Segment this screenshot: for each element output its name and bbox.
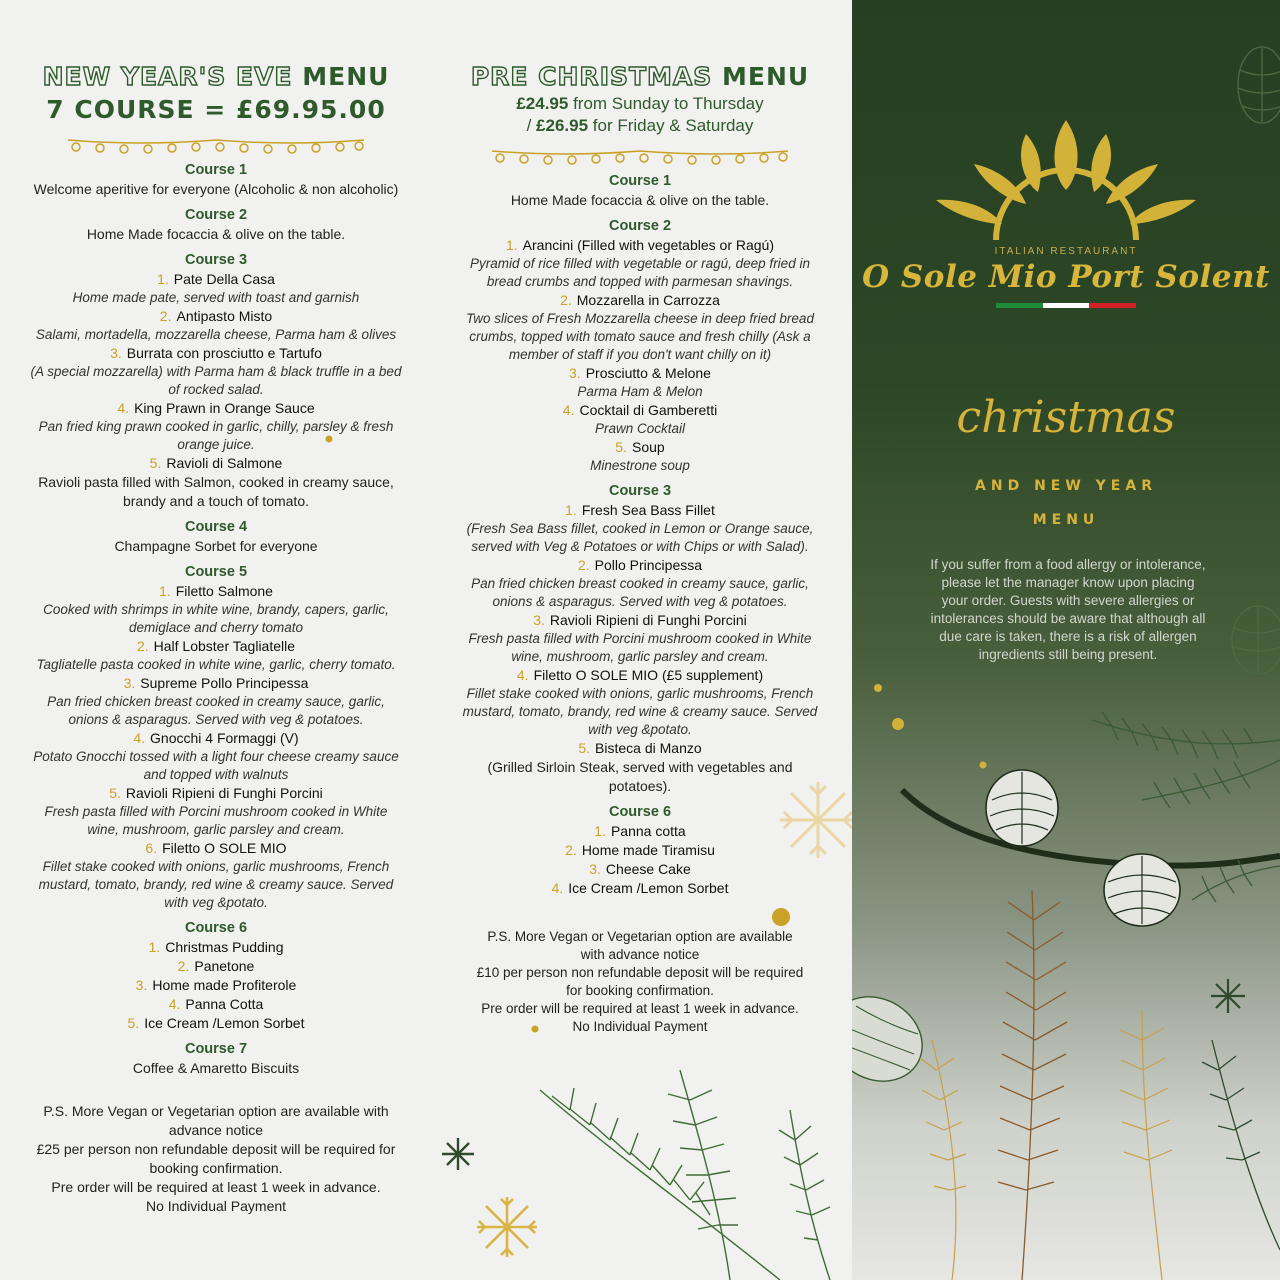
item-name: King Prawn in Orange Sauce [134, 400, 315, 416]
item-number: 2. [565, 842, 577, 858]
item-name: Home made Profiterole [152, 977, 297, 993]
item-name: Pate Della Casa [173, 271, 275, 287]
weekend-text: for Friday & Saturday [588, 116, 754, 135]
menu-item [462, 364, 818, 383]
branding-panel [852, 0, 1280, 1280]
new-year-subheading: AND NEW YEAR [975, 478, 1157, 494]
nye-course7-heading: Course 7 [184, 1041, 248, 1057]
item-description: Salami, mortadella, mozzarella cheese, Parma ham & olives [35, 327, 397, 342]
nye-course2-heading: Course 2 [184, 207, 248, 223]
item-description: Fresh pasta filled with Porcini mushroom cooked in White wine, mushroom, garlic parsley and cream. [44, 804, 388, 837]
item-name: Prosciutto & Melone [585, 365, 711, 381]
menu-subheading: MENU [1032, 512, 1100, 528]
item-name: Bisteca di Manzo [595, 740, 702, 756]
nye-title-part3: MENU [302, 62, 390, 91]
item-name: Mozzarella in Carrozza [576, 292, 720, 308]
item-description: Ravioli pasta filled with Salmon, cooked in creamy sauce, brandy and a touch of tomato. [38, 474, 394, 509]
gold-dot-icon [872, 682, 884, 694]
item-description: Home made pate, served with toast and garnish [72, 290, 360, 305]
item-description: Fillet stake cooked with onions, garlic mushrooms, French mustard, tomato, brandy, red wine & creamy sauce. Served with veg &potato. [38, 859, 394, 910]
menu-item [30, 582, 402, 601]
menu-item [30, 454, 402, 473]
item-number: 3. [110, 345, 122, 361]
price-line-weekday [462, 93, 818, 115]
menu-item [30, 344, 402, 363]
item-number: 1. [505, 237, 518, 253]
new-years-eve-menu [30, 60, 402, 1216]
item-name: Soup [631, 439, 665, 455]
menu-item [462, 501, 818, 520]
item-number: 5. [578, 740, 591, 756]
pre-christmas-title [462, 60, 818, 93]
note-line: No Individual Payment [145, 1198, 287, 1214]
item-number: 3. [533, 612, 545, 628]
menu-item [30, 957, 402, 976]
item-name: Arancini (Filled with vegetables or Ragú) [522, 237, 775, 253]
pc-course1-heading: Course 1 [608, 173, 672, 189]
gold-dot-icon [890, 716, 906, 732]
item-number: 2. [177, 958, 190, 974]
item-name: Supreme Pollo Principessa [140, 675, 309, 691]
nye-course4-heading: Course 4 [184, 519, 248, 535]
item-name: Antipasto Misto [176, 308, 273, 324]
item-name: Cocktail di Gamberetti [579, 402, 718, 418]
restaurant-type: ITALIAN RESTAURANT [994, 246, 1138, 257]
note-line: P.S. More Vegan or Vegetarian option are available with advance notice [487, 929, 793, 962]
allergy-notice: If you suffer from a food allergy or intolerance, please let the manager know upon placing your order. Guests with severe allergies or intolerances should be aware that although all due care is taken, there is a risk of allergen ingredients still being present. [930, 557, 1206, 662]
item-name: Pollo Principessa [594, 557, 703, 573]
menu-item [30, 1014, 402, 1033]
item-description: Parma Ham & Melon [577, 384, 703, 399]
weekend-prefix: / [526, 116, 537, 135]
item-description: Pan fried chicken breast cooked in creamy sauce, garlic, onions & asparagus. Served with veg & potatoes. [471, 576, 809, 609]
item-name: Ravioli di Salmone [166, 455, 283, 471]
item-number: 5. [149, 455, 162, 471]
item-description: (Grilled Sirloin Steak, served with vegetables and potatoes). [487, 759, 793, 794]
item-description: Potato Gnocchi tossed with a light four cheese creamy sauce and topped with walnuts [33, 749, 399, 782]
menu-item [30, 976, 402, 995]
item-name: Panna cotta [610, 823, 686, 839]
menu-item [462, 401, 818, 420]
restaurant-name: O Sole Mio Port Solent [862, 259, 1270, 295]
item-name: Panetone [194, 958, 255, 974]
pre-christmas-title-part1: PRE CHRISTMAS [470, 62, 713, 91]
item-name: Ice Cream /Lemon Sorbet [568, 880, 729, 896]
item-number: 2. [560, 292, 572, 308]
item-description: Fresh pasta filled with Porcini mushroom cooked in White wine, mushroom, garlic parsley and cream. [468, 631, 812, 664]
price-line-weekend [462, 115, 818, 137]
nye-course3-heading: Course 3 [184, 252, 248, 268]
nye-price-title: 7 COURSE = £69.95.00 [46, 95, 386, 124]
item-description: Fillet stake cooked with onions, garlic mushrooms, French mustard, tomato, brandy, red wine & creamy sauce. Served with veg &potato. [462, 686, 818, 737]
item-description: Pan fried chicken breast cooked in creamy sauce, garlic, onions & asparagus. Served with veg & potatoes. [47, 694, 385, 727]
item-description: Pan fried king prawn cooked in garlic, chilly, parsley & fresh orange juice. [38, 419, 394, 452]
note-line: £25 per person non refundable deposit will be required for booking confirmation. [36, 1141, 396, 1176]
item-number: 6. [145, 840, 158, 856]
item-name: Filetto O SOLE MIO [162, 840, 287, 856]
menu-item [462, 438, 818, 457]
pc-course2-heading: Course 2 [608, 218, 672, 234]
nye-title-part2: EVE [236, 62, 293, 91]
item-description: Prawn Cocktail [594, 421, 686, 436]
item-number: 3. [589, 861, 601, 877]
item-name: Home made Tiramisu [581, 842, 715, 858]
menu-item [30, 995, 402, 1014]
item-number: 2. [577, 557, 590, 573]
snowflake-icon [1208, 976, 1248, 1016]
note-line: P.S. More Vegan or Vegetarian option are available with advance notice [43, 1103, 389, 1138]
weekday-price: £24.95 [516, 94, 569, 113]
menu-item [462, 860, 818, 879]
item-name: Filetto Salmone [175, 583, 273, 599]
menu-item [30, 307, 402, 326]
item-number: 4. [133, 730, 146, 746]
pre-christmas-menu [462, 60, 818, 1036]
item-number: 5. [127, 1015, 140, 1031]
menu-item [462, 841, 818, 860]
item-number: 1. [594, 823, 606, 839]
pc-course6-heading: Course 6 [608, 804, 672, 820]
item-name: Fresh Sea Bass Fillet [581, 502, 715, 518]
pre-christmas-title-part2: MENU [722, 62, 810, 91]
item-description: Pyramid of rice filled with vegetable or ragú, deep fried in bread crumbs and topped with parmesan shavings. [470, 256, 810, 289]
menu-item [462, 236, 818, 255]
nye-title [30, 60, 402, 93]
menu-item [462, 611, 818, 630]
menu-item [462, 556, 818, 575]
pc-notes [462, 928, 818, 1036]
menu-item [30, 399, 402, 418]
nye-course6-heading: Course 6 [184, 920, 248, 936]
note-line: Pre order will be required at least 1 week in advance. [51, 1179, 381, 1195]
menu-item [30, 270, 402, 289]
nye-course1-heading: Course 1 [184, 162, 248, 178]
item-number: 1. [148, 939, 161, 955]
pine-branch-icon [892, 690, 1280, 960]
item-number: 5. [615, 439, 627, 455]
item-number: 4. [516, 667, 529, 683]
nye-title-part1: NEW YEAR'S [42, 62, 227, 91]
note-line: No Individual Payment [572, 1019, 708, 1034]
pine-cone-icon [852, 984, 936, 1094]
nye-course4-text: Champagne Sorbet for everyone [114, 538, 318, 554]
weekday-text: from Sunday to Thursday [568, 94, 764, 113]
item-number: 3. [135, 977, 148, 993]
item-name: Gnocchi 4 Formaggi (V) [150, 730, 299, 746]
pine-cone-icon [1222, 600, 1280, 680]
menu-item [462, 666, 818, 685]
menu-item [462, 291, 818, 310]
weekend-price: £26.95 [536, 116, 589, 135]
nye-course2-text: Home Made focaccia & olive on the table. [86, 226, 346, 242]
item-name: Ice Cream /Lemon Sorbet [144, 1015, 305, 1031]
item-number: 4. [551, 880, 564, 896]
item-number: 1. [157, 271, 169, 287]
sun-logo-icon [926, 100, 1206, 250]
string-lights-icon [490, 147, 790, 165]
menu-item [30, 839, 402, 858]
item-number: 3. [569, 365, 581, 381]
item-name: Cheese Cake [605, 861, 691, 877]
item-name: Filetto O SOLE MIO (£5 supplement) [533, 667, 764, 683]
item-name: Panna Cotta [185, 996, 264, 1012]
item-name: Burrata con prosciutto e Tartufo [126, 345, 322, 361]
item-number: 1. [565, 502, 577, 518]
nye-course7-text: Coffee & Amaretto Biscuits [132, 1060, 300, 1076]
nye-course1-text: Welcome aperitive for everyone (Alcoholic & non alcoholic) [33, 181, 399, 197]
italian-flag-icon [996, 303, 1136, 308]
menu-item [462, 879, 818, 898]
nye-course5-heading: Course 5 [184, 564, 248, 580]
item-number: 3. [123, 675, 136, 691]
pc-course1-text: Home Made focaccia & olive on the table. [510, 192, 770, 208]
item-description: (A special mozzarella) with Parma ham & black truffle in a bed of rocked salad. [30, 364, 402, 397]
gold-dot-icon [978, 760, 988, 770]
item-description: (Fresh Sea Bass fillet, cooked in Lemon or Orange sauce, served with Veg & Potatoes or with Chips or with Salad). [466, 521, 814, 554]
item-number: 4. [562, 402, 575, 418]
item-number: 4. [168, 996, 181, 1012]
item-number: 4. [117, 400, 130, 416]
christmas-heading: christmas [956, 392, 1176, 443]
item-description: Cooked with shrimps in white wine, brandy, capers, garlic, demiglace and cherry tomato [43, 602, 389, 635]
menu-item [30, 637, 402, 656]
menu-item [30, 938, 402, 957]
item-name: Christmas Pudding [165, 939, 284, 955]
item-description: Minestrone soup [590, 458, 690, 473]
note-line: Pre order will be required at least 1 week in advance. [481, 1001, 799, 1016]
item-name: Ravioli Ripieni di Funghi Porcini [125, 785, 323, 801]
item-number: 2. [159, 308, 172, 324]
menu-item [462, 739, 818, 758]
item-description: Tagliatelle pasta cooked in white wine, garlic, cherry tomato. [36, 657, 396, 672]
menu-item [30, 784, 402, 803]
nye-notes [30, 1102, 402, 1216]
menu-item [30, 674, 402, 693]
pc-course3-heading: Course 3 [608, 483, 672, 499]
note-line: £10 per person non refundable deposit will be required for booking confirmation. [476, 965, 804, 998]
item-name: Half Lobster Tagliatelle [153, 638, 296, 654]
bronze-pine-branch-icon [912, 890, 1280, 1280]
item-number: 2. [136, 638, 149, 654]
menu-item [462, 822, 818, 841]
item-number: 5. [109, 785, 121, 801]
item-description: Two slices of Fresh Mozzarella cheese in deep fried bread crumbs, topped with tomato sauce and fresh chilly (Ask a member of staff if you don't want chilly on it) [466, 311, 814, 362]
item-name: Ravioli Ripieni di Funghi Porcini [549, 612, 747, 628]
restaurant-logo [852, 100, 1280, 308]
menu-item [30, 729, 402, 748]
item-number: 1. [159, 583, 171, 599]
string-lights-icon [66, 136, 366, 154]
